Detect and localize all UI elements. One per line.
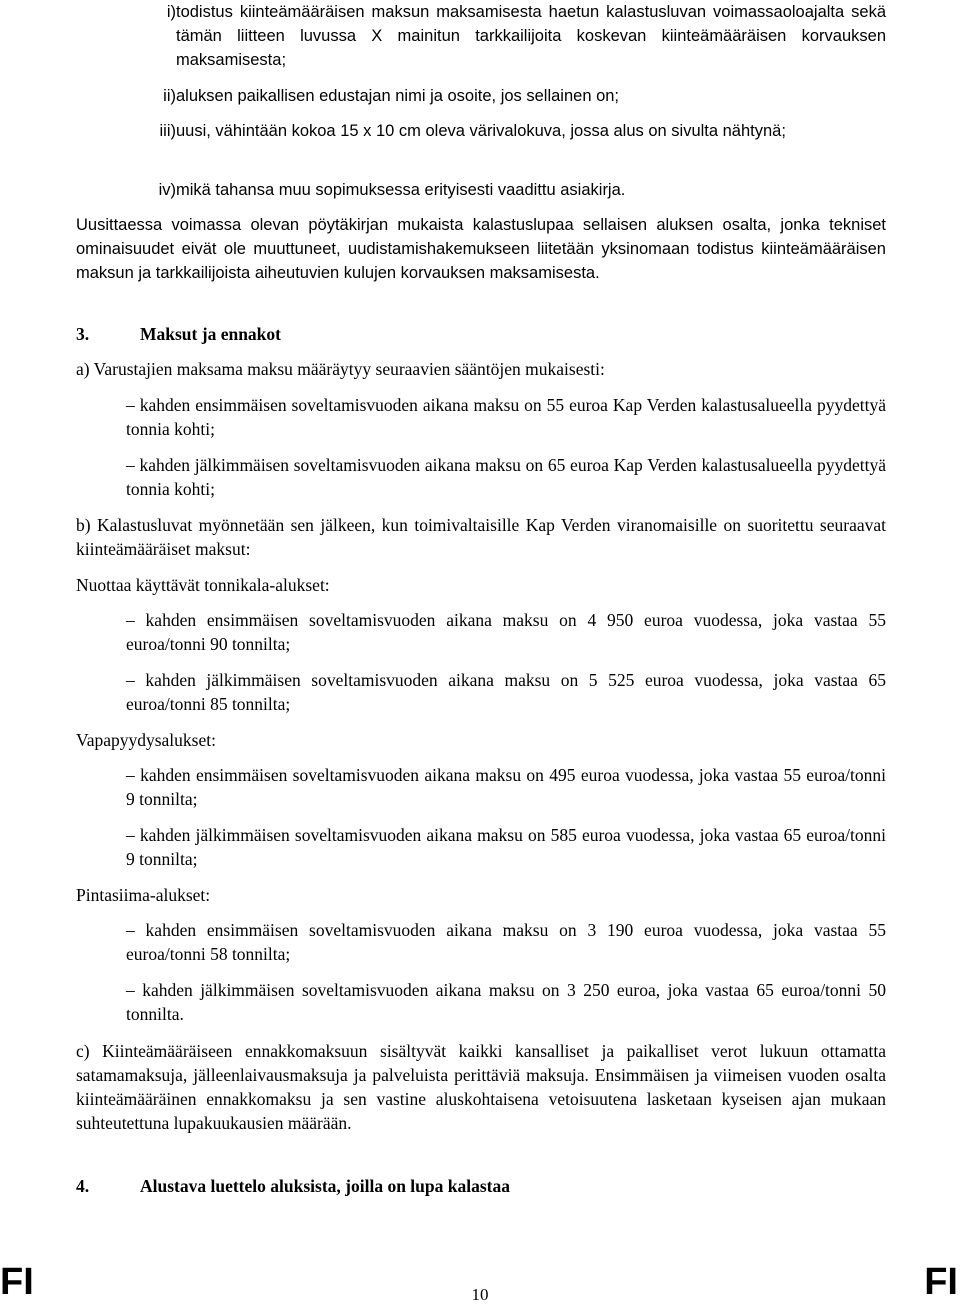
list-item-i: [130, 0, 886, 72]
paragraph-c: c) Kiinteämääräiseen ennakkomaksuun sisältyvät kaikki kansalliset ja paikalliset verot lukuun ottamatta satamamaksuja, jälleenlaivausmaksuja ja palveluista perittäviä maksuja. Ensimmäisen ja viimeisen vuoden osalta kiinteämääräinen ennakkomaksu ja sen vastine aluskohtaisena vetoisuutena lasketaan kyseisen ajan mukaan suhteutettuna lupakuukausien määrään.: [76, 1041, 886, 1133]
group-label-purse-seiners: Nuottaa käyttävät tonnikala-alukset:: [76, 575, 330, 595]
list-item: – kahden ensimmäisen soveltamisvuoden aikana maksu on 55 euroa Kap Verden kalastusalueella pyydettyä tonnia kohti;: [126, 395, 886, 439]
list-item: – kahden jälkimmäisen soveltamisvuoden aikana maksu on 585 euroa vuodessa, joka vastaa 65 euroa/tonni 9 tonnilta;: [126, 825, 886, 869]
list-item-iii: [130, 119, 886, 143]
list-item-label: iv): [158, 181, 176, 199]
section-title: Alustava luettelo aluksista, joilla on lupa kalastaa: [140, 1176, 510, 1196]
list-item: – kahden jälkimmäisen soveltamisvuoden aikana maksu on 65 euroa Kap Verden kalastusalueella pyydettyä tonnia kohti;: [126, 455, 886, 499]
renewal-paragraph: Uusittaessa voimassa olevan pöytäkirjan mukaista kalastuslupaa sellaisen aluksen osalta, jonka tekniset ominaisuudet eivät ole muuttuneet, uudistamishakemukseen liitetään yksinomaan todistus kiinteämääräisen maksun ja tarkkailijoista aiheutuvien kulujen korvauksen maksamisesta.: [76, 216, 886, 282]
group-label-longliners: Pintasiima-alukset:: [76, 885, 211, 905]
section-number: 3.: [76, 324, 90, 344]
section-heading-4: [76, 1174, 510, 1198]
list-item: – kahden jälkimmäisen soveltamisvuoden aikana maksu on 5 525 euroa vuodessa, joka vastaa 65 euroa/tonni 85 tonnilta;: [126, 670, 886, 714]
group-label-pole-and-line: Vapapyydysalukset:: [76, 730, 216, 750]
page-number: 10: [471, 1285, 489, 1304]
paragraph-b: b) Kalastusluvat myönnetään sen jälkeen, kun toimivaltaisille Kap Verden viranomaisille on suoritettu seuraavat kiinteämääräiset maksut:: [76, 515, 886, 559]
footer-language-left: FI: [0, 1261, 34, 1303]
list-item-label: i): [166, 3, 176, 21]
list-item-iv: [130, 178, 886, 202]
list-item-text: mikä tahansa muu sopimuksessa erityisesti vaadittu asiakirja.: [176, 181, 626, 199]
list-item-text: uusi, vähintään kokoa 15 x 10 cm oleva värivalokuva, jossa alus on sivulta nähtynä;: [176, 122, 786, 140]
list-item: – kahden jälkimmäisen soveltamisvuoden aikana maksu on 3 250 euroa, joka vastaa 65 euroa/tonni 50 tonnilta.: [126, 980, 886, 1024]
list-item-text: todistus kiinteämääräisen maksun maksamisesta haetun kalastusluvan voimassaoloajalta sekä tämän liitteen luvussa X mainitun tarkkailijoita koskevan kiinteämääräisen korvauksen maksamisesta;: [176, 3, 886, 69]
list-item: – kahden ensimmäisen soveltamisvuoden aikana maksu on 3 190 euroa vuodessa, joka vastaa 55 euroa/tonni 58 tonnilta;: [126, 920, 886, 964]
list-item-label: iii): [159, 122, 176, 140]
section-title: Maksut ja ennakot: [140, 324, 281, 344]
section-number: 4.: [76, 1176, 90, 1196]
list-item-text: aluksen paikallisen edustajan nimi ja osoite, jos sellainen on;: [176, 87, 620, 105]
list-item-label: ii): [163, 87, 176, 105]
list-item: – kahden ensimmäisen soveltamisvuoden aikana maksu on 495 euroa vuodessa, joka vastaa 55 euroa/tonni 9 tonnilta;: [126, 765, 886, 809]
list-item-ii: [130, 84, 886, 108]
section-heading-3: [76, 322, 281, 346]
list-item: – kahden ensimmäisen soveltamisvuoden aikana maksu on 4 950 euroa vuodessa, joka vastaa 55 euroa/tonni 90 tonnilta;: [126, 610, 886, 654]
footer-language-right: FI: [924, 1261, 958, 1303]
paragraph-a: a) Varustajien maksama maksu määräytyy seuraavien sääntöjen mukaisesti:: [76, 359, 605, 379]
